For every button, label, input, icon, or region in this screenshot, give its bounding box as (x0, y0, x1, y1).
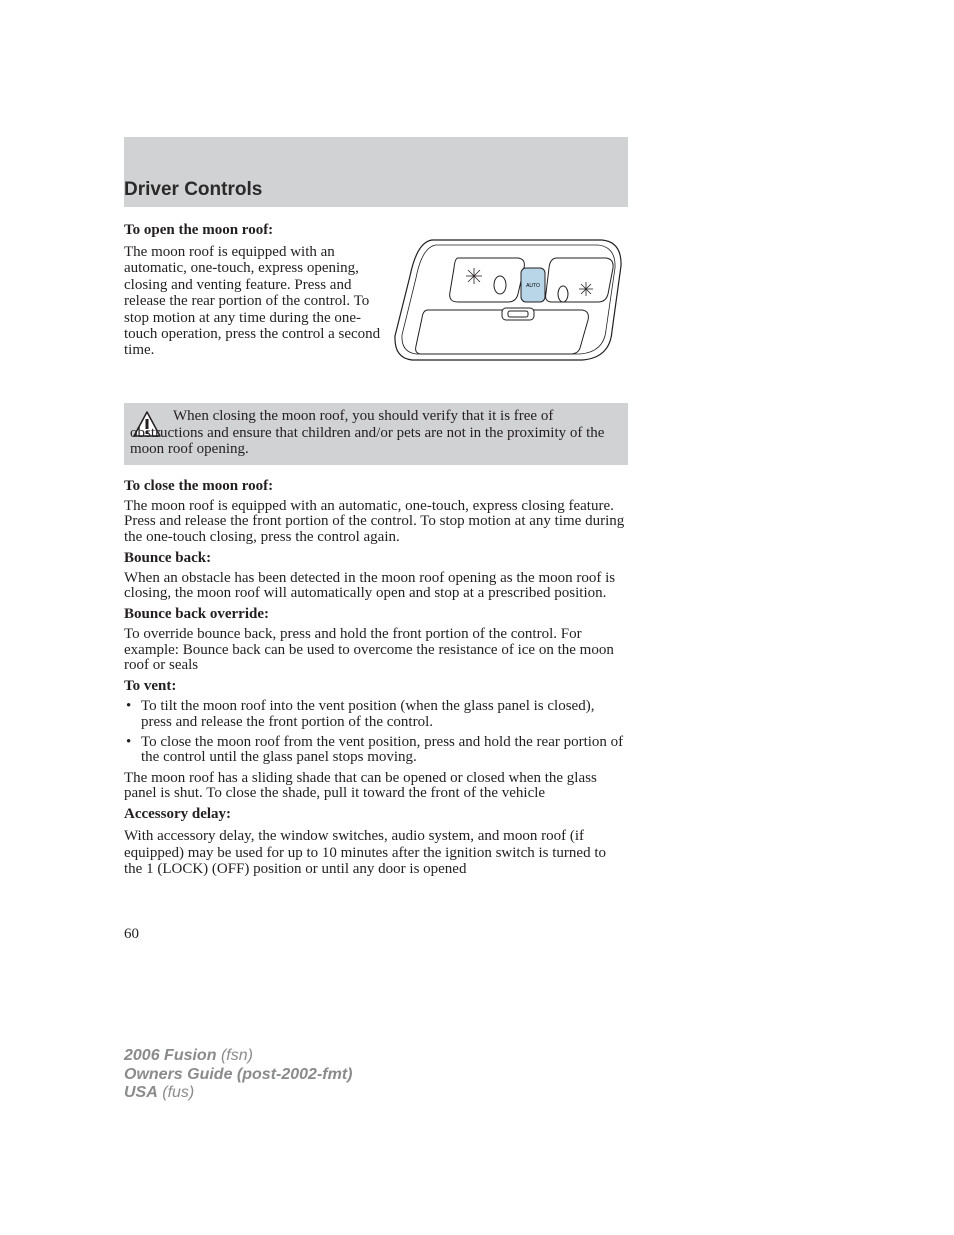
vent-bullet-list (124, 699, 628, 765)
footer-market: USA (124, 1084, 158, 1101)
document-footer (124, 1047, 352, 1103)
close-body: The moon roof is equipped with an automatic, one-touch, express closing feature. Press and release the front portion of the control. To stop motion at any time during the one-touch closing, press the control again. (124, 498, 625, 545)
open-heading: To open the moon roof: (124, 222, 274, 238)
warning-box (124, 403, 628, 465)
bounce-back-body: When an obstacle has been detected in the moon roof opening as the moon roof is closing, the moon roof will automatically open and stop at a prescribed position. (124, 569, 616, 602)
shade-body: The moon roof has a sliding shade that can be opened or closed when the glass panel is shut. To close the shade, pull it toward the front of the vehicle (124, 769, 597, 801)
open-section (124, 222, 384, 359)
footer-guide: Owners Guide (post-2002-fmt) (124, 1065, 353, 1083)
vent-bullet-1: To tilt the moon roof into the vent position (when the glass panel is closed), press and release the front portion of the control. (141, 698, 595, 730)
warning-text: When closing the moon roof, you should verify that it is free of obstructions and ensure that children and/or pets are not in the proximity of the moon roof opening. (130, 408, 605, 457)
bounce-override-heading: Bounce back override: (124, 606, 269, 623)
footer-model: 2006 Fusion (124, 1047, 217, 1064)
section-title: Driver Controls (124, 179, 263, 200)
bullet-icon: • (126, 698, 132, 715)
vent-heading: To vent: (124, 678, 177, 695)
close-section (124, 478, 628, 878)
close-heading: To close the moon roof: (124, 478, 274, 494)
overhead-console-illustration (392, 236, 625, 364)
open-body: The moon roof is equipped with an automatic, one-touch, express opening, closing and venting feature. Press and release the rear portion of the control. To stop motion at any time during the one-touch operation, press the control a second time. (124, 244, 381, 359)
list-item (124, 735, 628, 766)
list-item (124, 699, 628, 730)
accessory-body: With accessory delay, the window switches, audio system, and moon roof (if equipped) may be used for up to 10 minutes after the ignition switch is turned to the 1 (LOCK) (OFF) position or until any door is opened (124, 828, 606, 878)
footer-market-code: (fus) (162, 1084, 195, 1101)
accessory-heading: Accessory delay: (124, 806, 232, 823)
auto-label: AUTO (526, 283, 540, 289)
page-number: 60 (124, 926, 139, 942)
vent-bullet-2: To close the moon roof from the vent position, press and hold the rear portion of the control until the glass panel stops moving. (141, 733, 624, 766)
section-header-bar (124, 137, 628, 207)
bullet-icon: • (126, 733, 132, 750)
footer-model-code: (fsn) (220, 1047, 253, 1064)
bounce-override-body: To override bounce back, press and hold the front portion of the control. For example: Bounce back can be used to overcome the resistance of ice on the moon roof or seals (124, 626, 614, 674)
bounce-back-heading: Bounce back: (124, 549, 212, 566)
